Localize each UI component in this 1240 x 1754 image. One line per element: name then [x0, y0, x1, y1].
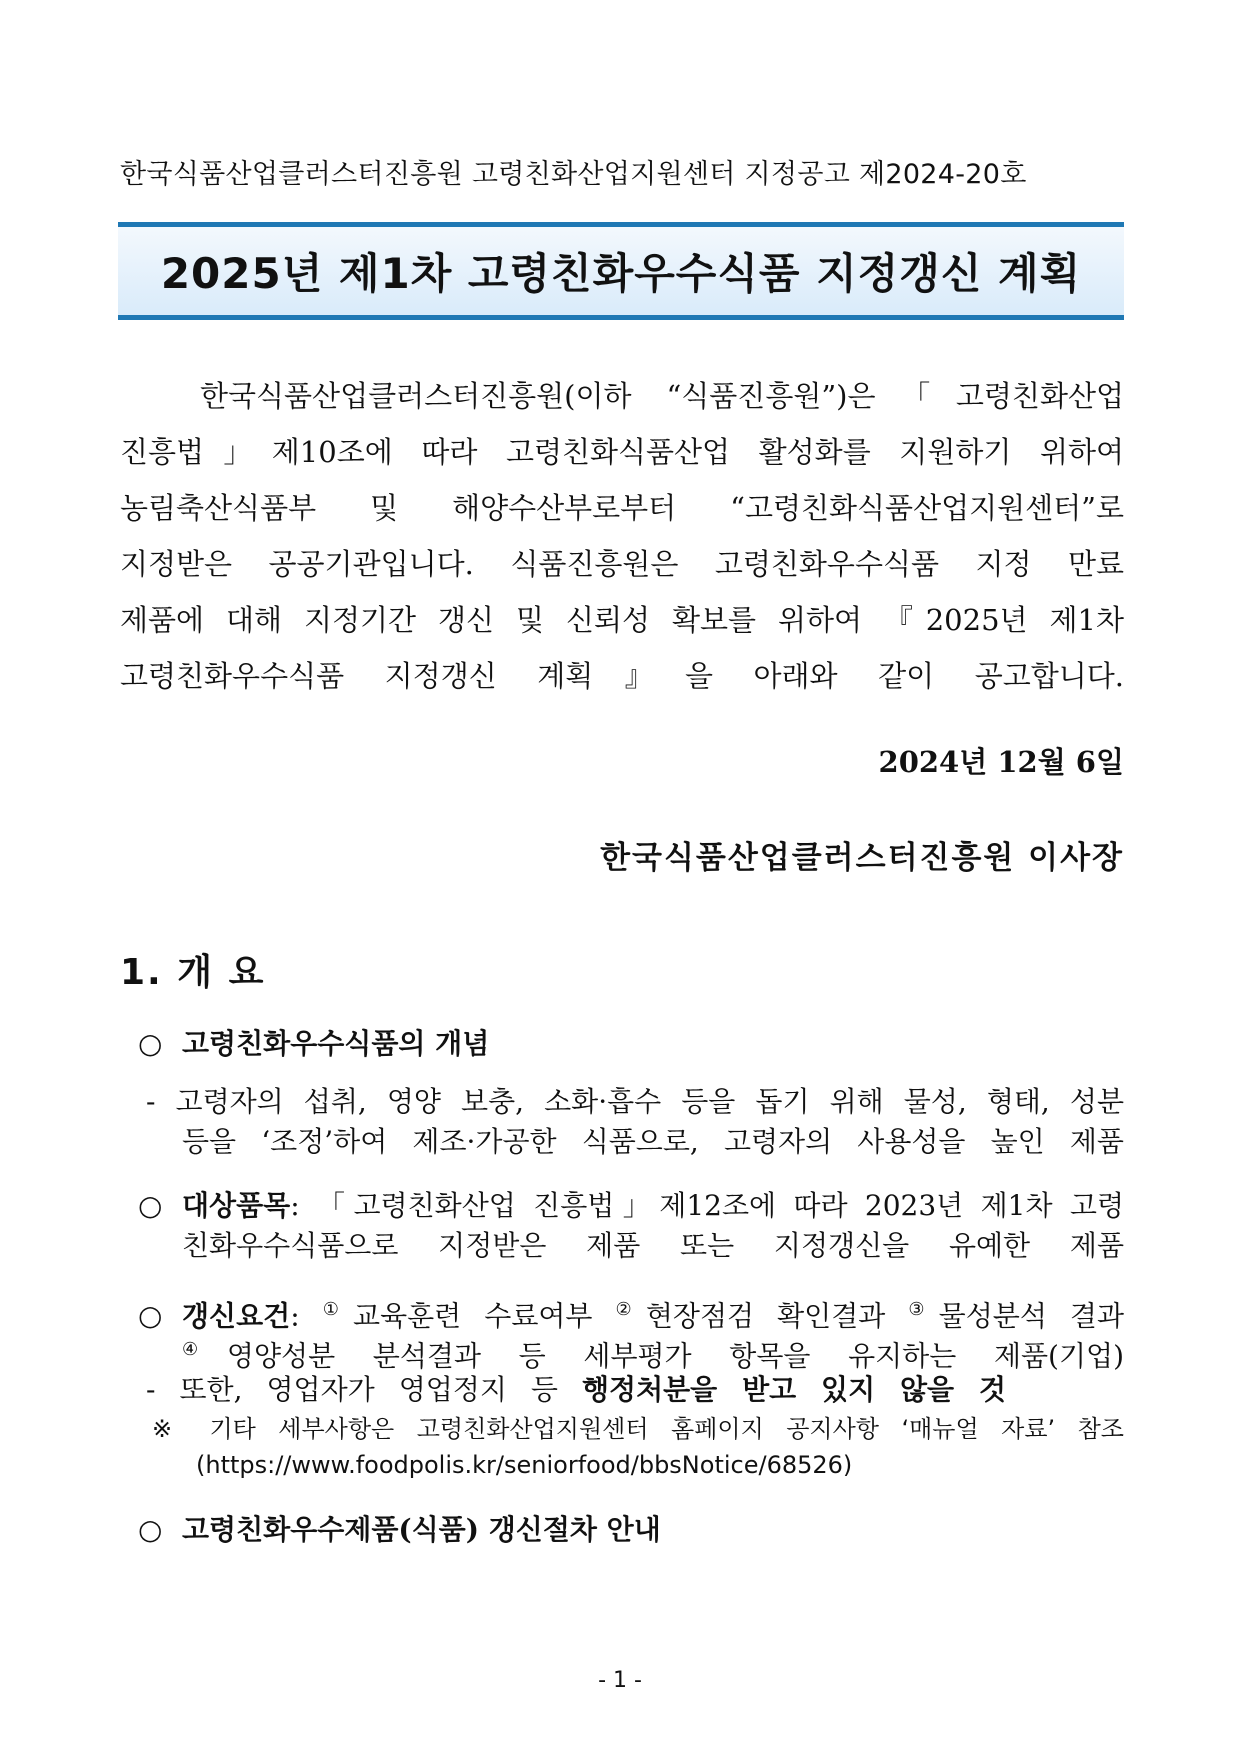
intro-line: 한국식품산업클러스터진흥원(이하 “식품진흥원”)은「고령친화산업: [200, 379, 1124, 413]
bullet-target: [138, 1186, 1124, 1226]
section-heading: 1. 개 요: [120, 952, 266, 993]
renewal-item: 교육훈련 수료여부: [353, 1299, 616, 1333]
renewal-item: 현장점검 확인결과: [645, 1299, 909, 1333]
intro-line: 제품에 대해 지정기간 갱신 및 신뢰성 확보를 위하여 『2025년 제1차: [120, 603, 1124, 637]
circle-bullet-icon: ○: [138, 1189, 163, 1222]
intro-line: 지정받은 공공기관입니다. 식품진흥원은 고령친화우수식품 지정 만료: [120, 547, 1124, 581]
item-number: ③: [908, 1299, 939, 1320]
circle-bullet-icon: ○: [138, 1027, 163, 1060]
circle-bullet-icon: ○: [138, 1513, 163, 1546]
renewal-label: 갱신요건: [182, 1299, 291, 1333]
concept-desc-line: - 고령자의 섭취, 영양 보충, 소화·흡수 등을 돕기 위해 물성, 형태, 성분: [146, 1085, 1124, 1118]
renewal-extra-emphasis: 행정처분을 받고 있지 않을 것: [581, 1373, 1006, 1406]
circle-bullet-icon: ○: [138, 1299, 163, 1333]
notice-date: 2024년 12월 6일: [878, 745, 1124, 779]
concept-desc-line: 등을 ‘조정’하여 제조·가공한 식품으로, 고령자의 사용성을 높인 제품: [182, 1125, 1124, 1158]
renewal-extra: [146, 1370, 1006, 1410]
reference-note: ※ 기타 세부사항은 고령친화산업지원센터 홈페이지 공지사항 ‘매뉴얼 자료’ 참조: [152, 1415, 1124, 1443]
bullet-procedure: [138, 1510, 661, 1550]
intro-line: 진흥법」제10조에 따라 고령친화식품산업 활성화를 지원하기 위하여: [120, 435, 1124, 469]
target-label: 대상품목: [182, 1189, 291, 1222]
renewal-item: 영양성분 분석결과 등 세부평가 항목을 유지하는 제품(기업): [226, 1339, 1125, 1373]
item-number: ④: [182, 1339, 227, 1360]
intro-line: 농림축산식품부 및 해양수산부로부터 “고령친화식품산업지원센터”로: [120, 491, 1124, 525]
title-box: [118, 222, 1124, 320]
renewal-colon: :: [290, 1299, 323, 1333]
bullet-title: 고령친화우수제품(식품) 갱신절차 안내: [182, 1513, 661, 1546]
bullet-title: 고령친화우수식품의 개념: [182, 1027, 490, 1060]
intro-line: 고령친화우수식품 지정갱신 계획』을 아래와 같이 공고합니다.: [120, 659, 1124, 693]
target-text-line: 친화우수식품으로 지정받은 제품 또는 지정갱신을 유예한 제품: [182, 1229, 1124, 1262]
page-number: - 1 -: [598, 1668, 642, 1693]
notice-number: 한국식품산업클러스터진흥원 고령친화산업지원센터 지정공고 제2024-20호: [120, 159, 1027, 190]
item-number: ②: [615, 1299, 646, 1320]
renewal-item: 물성분석 결과: [938, 1299, 1125, 1333]
bullet-concept: [138, 1024, 489, 1064]
target-text: : 「고령친화산업 진흥법」제12조에 따라 2023년 제1차 고령: [290, 1189, 1124, 1222]
page-title: 2025년 제1차 고령친화우수식품 지정갱신 계획: [160, 249, 1082, 298]
item-number: ①: [322, 1299, 354, 1320]
renewal-extra-text: - 또한, 영업자가 영업정지 등: [146, 1373, 582, 1406]
issuing-organization: 한국식품산업클러스터진흥원 이사장: [600, 840, 1124, 876]
reference-url[interactable]: (https://www.foodpolis.kr/seniorfood/bbsNotice/68526): [196, 1451, 853, 1479]
